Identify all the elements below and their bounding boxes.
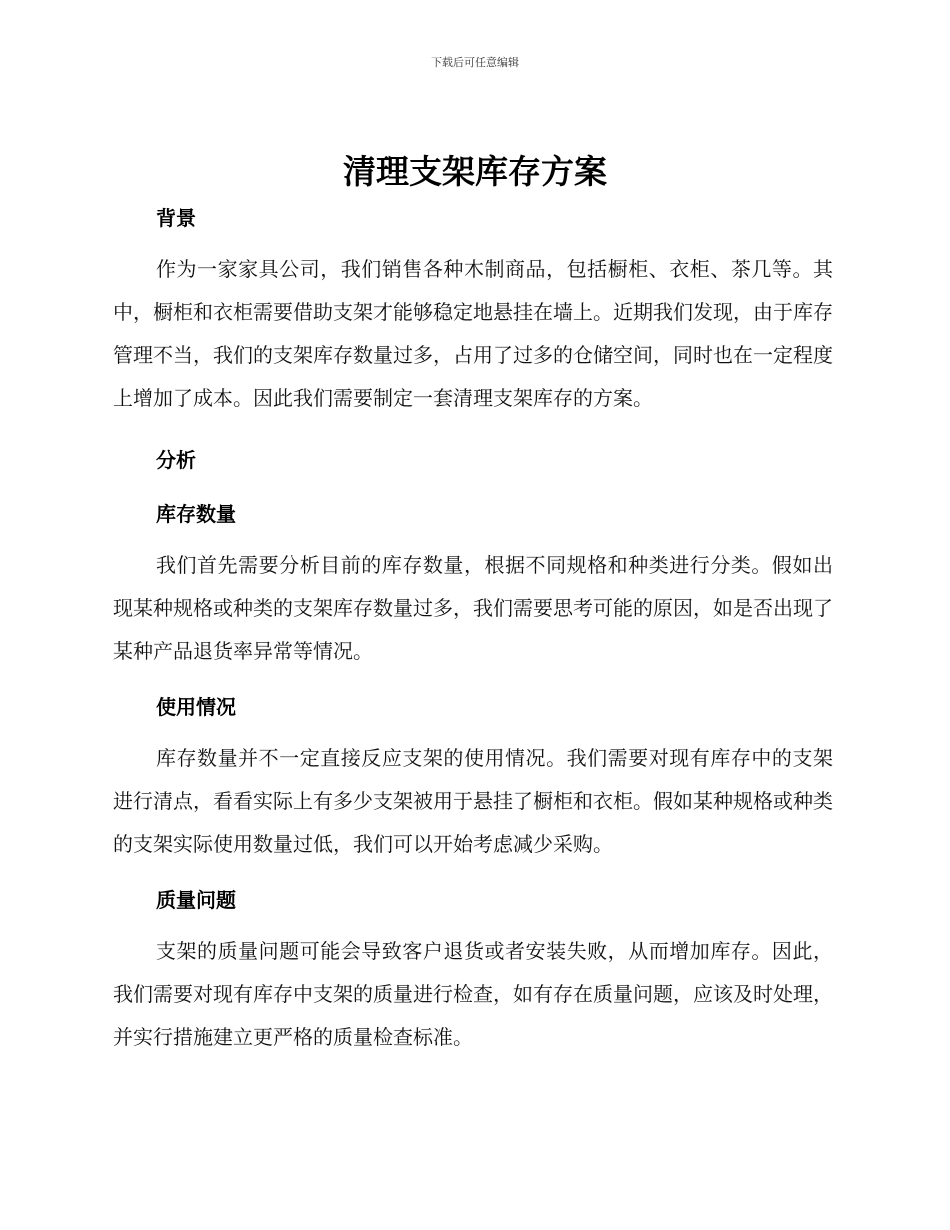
paragraph-quality: 支架的质量问题可能会导致客户退货或者安装失败，从而增加库存。因此，我们需要对现有库存中支架的质量进行检查，如有存在质量问题，应该及时处理，并实行措施建立更严格的质量检查标准。 [113,939,833,1049]
heading-background: 背景 [156,206,196,230]
document-body [113,198,833,1059]
paragraph-usage: 库存数量并不一定直接反应支架的使用情况。我们需要对现有库存中的支架进行清点，看看实际上有多少支架被用于悬挂了橱柜和衣柜。假如某种规格或种类的支架实际使用数量过低，我们可以开始考虑减少采购。 [113,746,833,856]
header-note: 下载后可任意编辑 [431,56,519,69]
paragraph-inventory: 我们首先需要分析目前的库存数量，根据不同规格和种类进行分类。假如出现某种规格或种类的支架库存数量过多，我们需要思考可能的原因，如是否出现了某种产品退货率异常等情况。 [113,553,833,663]
heading-analysis: 分析 [156,448,196,472]
paragraph-background: 作为一家家具公司，我们销售各种木制商品，包括橱柜、衣柜、茶几等。其中，橱柜和衣柜需要借助支架才能够稳定地悬挂在墙上。近期我们发现，由于库存管理不当，我们的支架库存数量过多，占用了过多的仓储空间，同时也在一定程度上增加了成本。因此我们需要制定一套清理支架库存的方案。 [113,257,833,410]
heading-usage: 使用情况 [156,695,236,719]
heading-quality: 质量问题 [156,888,236,912]
document-title: 清理支架库存方案 [343,152,607,191]
heading-inventory: 库存数量 [156,502,236,526]
